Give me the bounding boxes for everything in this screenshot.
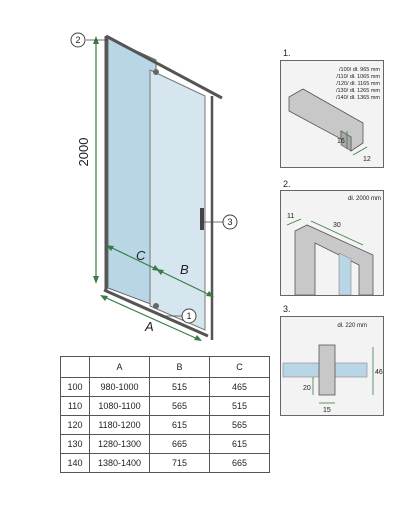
table-cell: 465 [210, 378, 270, 397]
detail-1-panel [280, 60, 384, 168]
detail-2-length: dł. 2000 mm [347, 196, 381, 202]
table-header-cell: C [210, 357, 270, 378]
detail-2-number: 2. [283, 179, 291, 189]
detail-2-dim-30: 30 [333, 222, 341, 229]
table-cell: 140 [61, 454, 90, 473]
table-header-row [61, 357, 270, 378]
dim-c-label: C [136, 248, 146, 263]
detail-2-panel [280, 190, 384, 296]
table-cell: 565 [150, 397, 210, 416]
table-cell: 565 [210, 416, 270, 435]
table-cell: 615 [150, 416, 210, 435]
table-cell: 515 [150, 378, 210, 397]
callout-1-label: 1 [186, 311, 192, 321]
table-cell: 100 [61, 378, 90, 397]
door-diagram [0, 0, 250, 350]
detail-1-length-0: /100/ dł. 965 mm [339, 67, 380, 73]
door-handle [200, 208, 204, 230]
table-header-cell: B [150, 357, 210, 378]
table-header-cell [61, 357, 90, 378]
table-cell: 980-1000 [90, 378, 150, 397]
detail-3-dim-20: 20 [303, 385, 311, 392]
table-cell: 1180-1200 [90, 416, 150, 435]
table-cell: 110 [61, 397, 90, 416]
table-row [61, 435, 270, 454]
table-cell: 130 [61, 435, 90, 454]
dim-b-label: B [180, 262, 189, 277]
table-cell: 120 [61, 416, 90, 435]
detail-2-profile [295, 225, 373, 295]
detail-3-clip [319, 345, 335, 395]
detail-1-length-3: /130/ dł. 1265 mm [335, 88, 380, 94]
roller-bottom [153, 303, 159, 309]
callout-3-label: 3 [227, 217, 233, 227]
detail-1-dim-16: 16 [337, 138, 345, 145]
detail-3-dim-46: 46 [375, 369, 383, 376]
dimensions-table [60, 356, 270, 473]
dim-a-label: A [145, 319, 154, 334]
table-row [61, 454, 270, 473]
table-cell: 1280-1300 [90, 435, 150, 454]
table-header-cell: A [90, 357, 150, 378]
detail-2-dim-11: 11 [287, 213, 295, 220]
sliding-glass-panel [150, 70, 205, 330]
detail-3-length: dł. 220 mm [337, 323, 367, 329]
table-cell: 1080-1100 [90, 397, 150, 416]
height-label: 2000 [76, 137, 91, 167]
detail-3-dim-15: 15 [323, 407, 331, 414]
table-cell: 1380-1400 [90, 454, 150, 473]
table-cell: 715 [150, 454, 210, 473]
table-cell: 665 [210, 454, 270, 473]
detail-1-number: 1. [283, 48, 291, 58]
table-cell: 515 [210, 397, 270, 416]
table-row [61, 378, 270, 397]
detail-1-dim-12: 12 [363, 156, 371, 163]
roller-top [153, 69, 159, 75]
table-cell: 665 [150, 435, 210, 454]
detail-3-panel [280, 316, 384, 416]
callout-2-label: 2 [75, 35, 81, 45]
detail-2-glass [339, 253, 351, 295]
table-row [61, 397, 270, 416]
table-row [61, 416, 270, 435]
detail-3-number: 3. [283, 304, 291, 314]
table-cell: 615 [210, 435, 270, 454]
height-arrow-bottom [93, 276, 99, 284]
detail-1-length-1: /110/ dł. 1065 mm [336, 74, 380, 80]
detail-1-length-2: /120/ dł. 1165 mm [336, 81, 380, 87]
detail-1-length-4: /140/ dł. 1365 mm [335, 95, 380, 101]
